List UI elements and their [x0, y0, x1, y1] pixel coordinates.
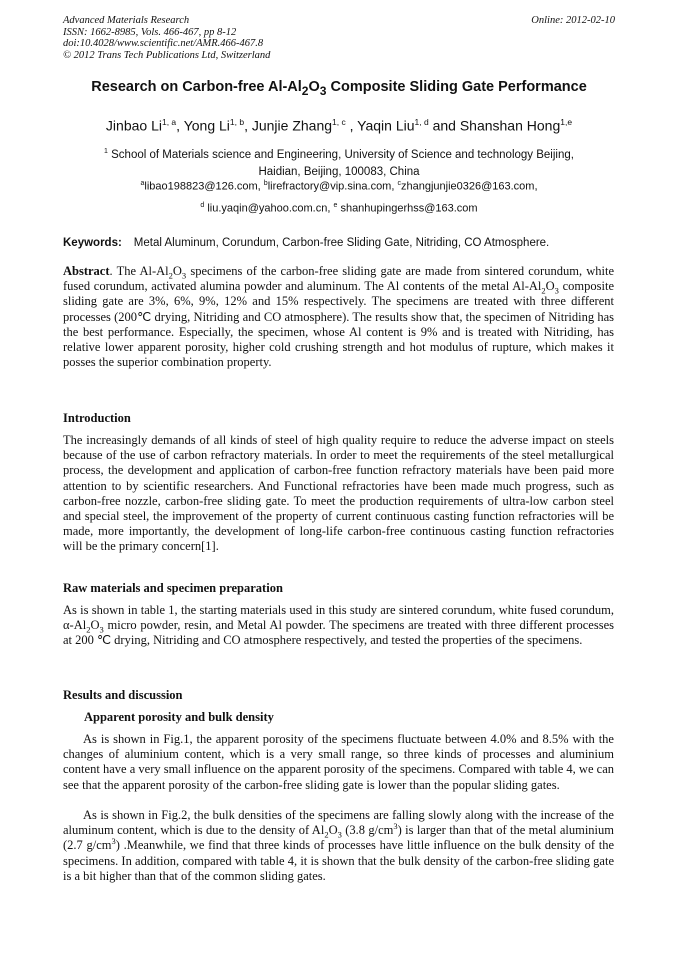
keywords	[63, 237, 623, 249]
email-link[interactable]: shanhupingerhss@163.com	[337, 202, 478, 215]
author-name: Yaqin Liu	[357, 117, 415, 134]
journal-name: Advanced Materials Research	[63, 15, 190, 26]
author-name: Yong Li	[183, 117, 230, 134]
email-link[interactable]: liu.yaqin@yahoo.com.cn,	[204, 202, 334, 215]
author-name: Junjie Zhang	[251, 117, 333, 134]
email-link[interactable]: libao198823@126.com,	[144, 180, 264, 193]
email-link[interactable]: zhangjunjie0326@163.com,	[400, 180, 538, 193]
affiliation: $^1$ School of Materials science and Engineering, University of Science and technology Beijing, Haidian, Beijing, 100083, China	[104, 148, 574, 178]
results-paragraph-2: As is shown in Fig.2, the bulk densities of the specimens are falling slowly along with the increase of the aluminum content, which is due to the density of $Al_2O_3$ (3.8 $g/cm^3$) is larger than that of the metal aluminium (2.7 $g/cm^3$) .Meanwhile, we find that three kinds of processes have little influence on the bulk density of the specimens. In addition, compared with table 4, it is shown that the bulk density of the carbon-free sliding gate is a bit higher than that of the common sliding gates.	[63, 808, 614, 883]
online-date: Online: 2012-02-10	[531, 15, 615, 26]
email-line-1: $^a$libao198823@126.com, $^b$lirefractory@vip.sina.com, $^c$zhangjunjie0326@163.com,	[140, 180, 538, 193]
keywords-text: Metal Aluminum, Corundum, Carbon-free Sliding Gate, Nitriding, CO Atmosphere.	[133, 237, 550, 249]
results-paragraph-1: As is shown in Fig.1, the apparent porosity of the specimens fluctuate between 4.0% and 8.5% with the changes of aluminium content, which is a very small range, so three kinds of processes and aluminium content have a very small influence on the apparent porosity of the specimens. Compared with table 4, we can see that the apparent porosity of the carbon-free sliding gate is lower than the popular sliding gates.	[63, 732, 614, 792]
email-line-2: $^d$ liu.yaqin@yahoo.com.cn, $^e$ shanhupingerhss@163.com	[200, 202, 478, 215]
email-link[interactable]: lirefractory@vip.sina.com,	[267, 180, 398, 193]
abstract-label: Abstract	[63, 264, 110, 278]
author-name: Jinbao Li	[105, 117, 162, 134]
section-heading-introduction: Introduction	[63, 411, 131, 425]
doi-link[interactable]: doi:10.4028/www.scientific.net/AMR.466-467.8	[63, 38, 264, 49]
raw-materials-paragraph: As is shown in table 1, the starting materials used in this study are sintered corundum, white fused corundum, $\alpha-Al_2O_3$ micro powder, resin, and Metal Al powder. The specimens are treated with three different processes at 200 ℃ drying, Nitriding and CO atmosphere respectively, and tested the properties of the specimens.	[63, 603, 614, 648]
copyright-line: © 2012 Trans Tech Publications Ltd, Switzerland	[63, 49, 271, 61]
issn-line: ISSN: 1662-8985, Vols. 466-467, pp 8-12	[63, 26, 237, 38]
keywords-label: Keywords:	[63, 237, 122, 249]
publication-meta	[63, 15, 615, 61]
abstract-paragraph: Abstract. The $Al-Al_2O_3$ specimens of the carbon-free sliding gate are made from sintered corundum, white fused corundum, activated alumina powder and aluminum. The Al contents of the metal $Al-Al_2O_3$ composite sliding gate are 3%, 6%, 9%, 12% and 15% respectively. The specimens are treated with three different processes (200℃ drying, Nitriding and CO atmosphere). The results show that, the specimen of Nitriding has the best performance. Especially, the specimen, whose Al content is 9% and is treated with Nitriding, has relative lower apparent porosity, higher cold crushing strength and hot modulus of rupture, which makes it posses the superior combination property.	[63, 264, 614, 370]
section-heading-raw-materials: Raw materials and specimen preparation	[63, 581, 283, 595]
paper-title: Research on Carbon-free $Al-Al_2O_3$ Composite Sliding Gate Performance	[91, 79, 587, 98]
introduction-paragraph: The increasingly demands of all kinds of steel of high quality require to reduce the adverse impact on steels because of the use of carbon refractory materials. In order to meet the requirements of the steel metallurgical process, the development and application of carbon-free function refractory materials have been paid more attention to by scientific researchers. And Functional refractories have been made much progress, such as carbon-free nozzle, carbon-free sliding gate. To meet the production requirements of ultra-low carbon steel and special steel, the improvement of the property of current continuous casting function refractories will be made, more importantly, the development of long-life carbon-free continuous casting function refractories will be the primary concern[1].	[63, 433, 614, 554]
author-name: Shanshan Hong	[459, 117, 561, 134]
section-heading-results: Results and discussion	[63, 688, 183, 702]
author-list: Jinbao Li$^{1, a}$, Yong Li$^{1, b}$, Junjie Zhang$^{1, c}$ , Yaqin Liu$^{1, d}$ and Shanshan Hong$^{1,e}$	[105, 117, 573, 134]
subsection-heading-porosity: Apparent porosity and bulk density	[84, 710, 274, 724]
